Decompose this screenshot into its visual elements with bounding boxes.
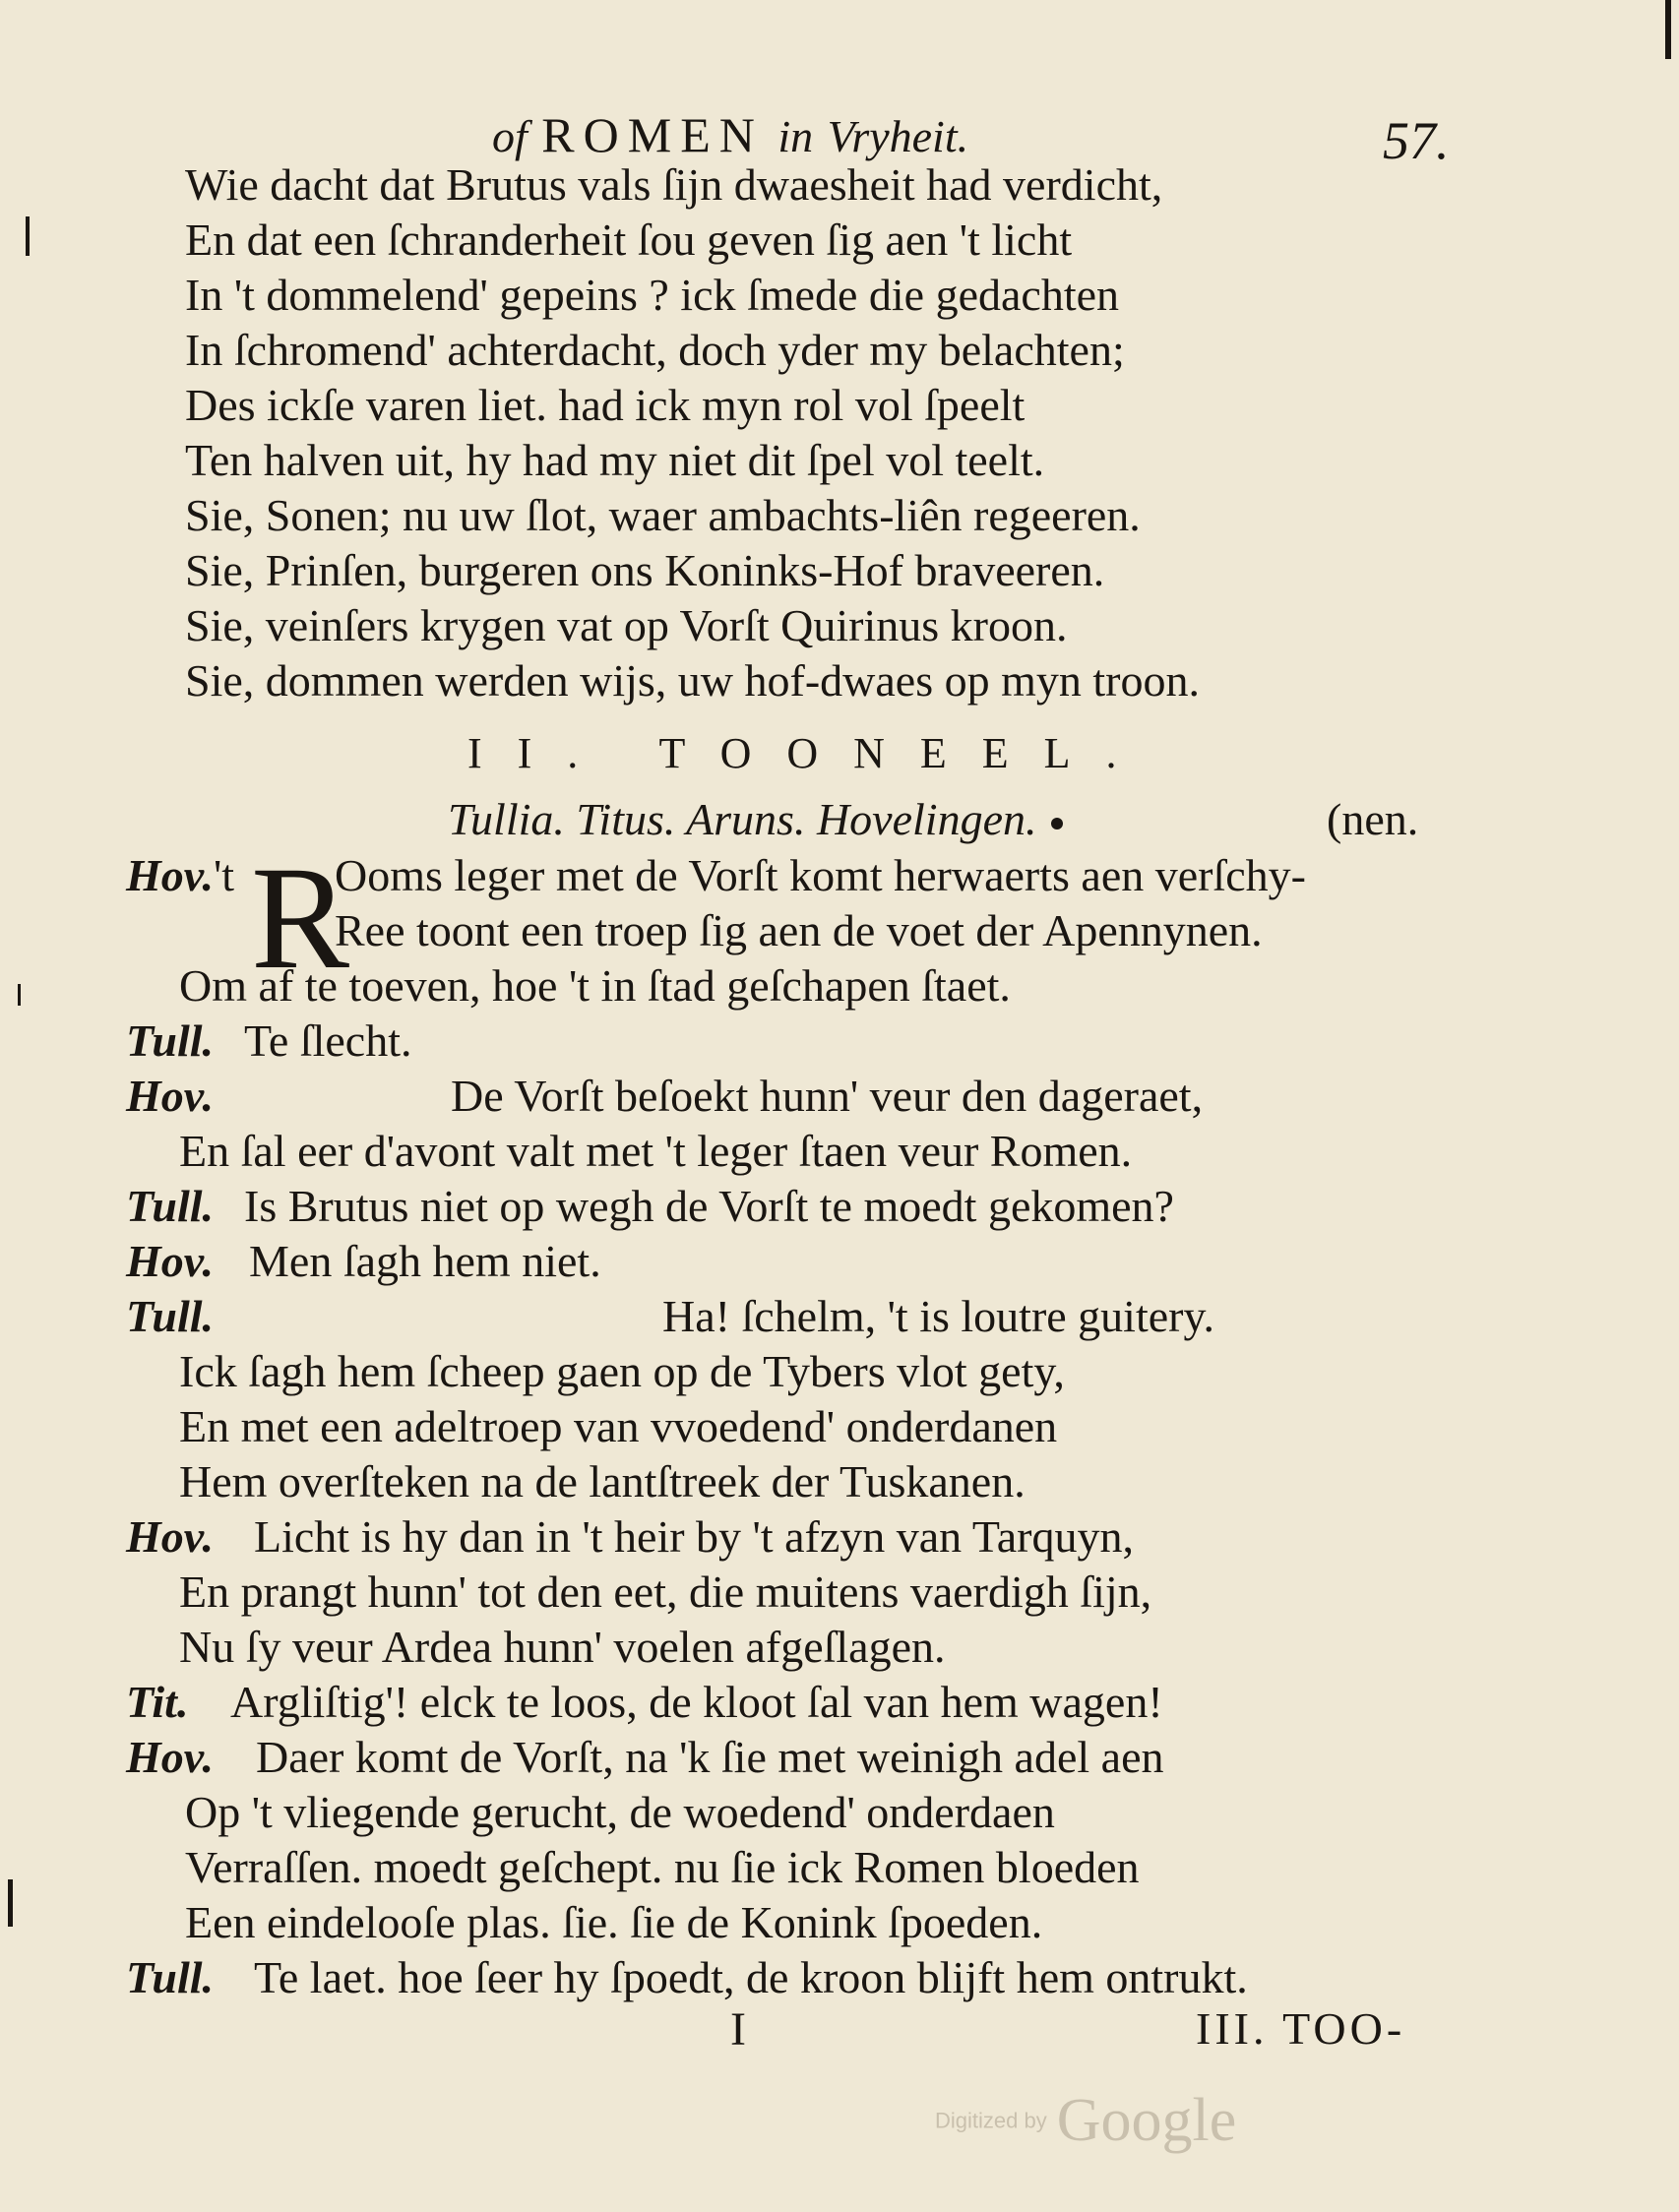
verse-line: In ſchromend' achterdacht, doch yder my belachten;: [185, 325, 1125, 375]
running-title: [492, 106, 968, 163]
catchword: III. TOO-: [1196, 2003, 1406, 2054]
title-prefix: of: [492, 111, 528, 161]
line-text: Is Brutus niet op wegh de Vorſt te moedt gekomen?: [244, 1181, 1174, 1231]
verse-line: Sie, Prinſen, burgeren ons Koninks-Hof braveeren.: [185, 545, 1105, 595]
dialogue-line: [126, 1675, 1163, 1730]
line-text: Verraſſen. moedt geſchept. nu ſie ick Romen bloeden: [185, 1842, 1140, 1892]
edge-mark: [1665, 0, 1671, 59]
dialogue-line: [126, 1014, 411, 1069]
line-text: Te ſlecht.: [244, 1015, 412, 1066]
line-text: Daer komt de Vorſt, na 'k ſie met weinigh adel aen: [256, 1732, 1164, 1782]
dialogue-line: [126, 1179, 1174, 1234]
opening-prefix: 't: [214, 850, 235, 900]
speaker-label: Hov.: [126, 1236, 214, 1286]
margin-mark: [26, 216, 30, 256]
line-text: Nu ſy veur Ardea hunn' voelen afgeſlagen.: [179, 1622, 946, 1672]
speaker-label: Tull.: [126, 1291, 215, 1341]
speaker-label: Tit.: [126, 1677, 189, 1727]
dialogue-line: [179, 1344, 1065, 1399]
verse-line: Sie, Sonen; nu uw ſlot, waer ambachts-liên regeeren.: [185, 490, 1141, 540]
title-connector: in: [777, 111, 814, 161]
line-text: Ick ſagh hem ſcheep gaen op de Tybers vlot gety,: [179, 1346, 1065, 1396]
cast-names: Tullia. Titus. Aruns. Hovelingen.: [448, 794, 1037, 844]
speaker-label: Hov.: [126, 1732, 214, 1782]
line-text: Op 't vliegende gerucht, de woedend' onderdaen: [185, 1787, 1055, 1837]
dialogue-line: [179, 1399, 1057, 1454]
page-number: 57.: [1383, 111, 1450, 170]
speech-line: Ree toont een troep ſig aen de voet der Apennynen.: [335, 905, 1263, 955]
verse-line: In 't dommelend' gepeins ? ick ſmede die gedachten: [185, 270, 1120, 320]
scene-heading: II. TOONEEL.: [467, 729, 1152, 777]
line-text: Hem overſteken na de lantſtreek der Tuskanen.: [179, 1456, 1026, 1506]
verse-line: Wie dacht dat Brutus vals ſijn dwaesheit had verdicht,: [185, 159, 1163, 210]
dialogue-line: [179, 1124, 1132, 1179]
dialogue-line: [126, 1509, 1134, 1565]
line-text: Om af te toeven, hoe 't in ſtad geſchapen ſtaet.: [179, 960, 1011, 1011]
watermark-text: Digitized by: [935, 2108, 1047, 2133]
speaker-label: Tull.: [126, 1181, 215, 1231]
line-text: En ſal eer d'avont valt met 't leger ſtaen veur Romen.: [179, 1126, 1133, 1176]
margin-mark: [18, 984, 21, 1006]
signature-mark: I: [730, 2003, 746, 2056]
dialogue-line: [185, 1895, 1042, 1950]
line-text: Een eindelooſe plas. ſie. ſie de Konink ſpoeden.: [185, 1897, 1043, 1947]
line-text: En met een adeltroep van vvoedend' onderdanen: [179, 1401, 1058, 1451]
dialogue-line: [179, 1454, 1026, 1509]
line-text: Argliſtig'! elck te loos, de kloot ſal van hem wagen!: [230, 1677, 1163, 1727]
google-logo: Google: [1056, 2087, 1237, 2154]
dialogue-line: [126, 1234, 601, 1289]
verse-line: Ten halven uit, hy had my niet dit ſpel vol teelt.: [185, 435, 1045, 485]
line-text: En prangt hunn' tot den eet, die muitens vaerdigh ſijn,: [179, 1567, 1152, 1617]
ornament-dot: [1051, 818, 1063, 830]
speaker-label: Tull.: [126, 1015, 215, 1066]
dialogue-line: [179, 1565, 1151, 1620]
verse-line: Sie, dommen werden wijs, uw hof-dwaes op myn troon.: [185, 655, 1201, 706]
line-text: Men ſagh hem niet.: [249, 1236, 601, 1286]
title-main: ROMEN: [541, 107, 764, 162]
speaker-label: Tull.: [126, 1952, 215, 2002]
line-text: Licht is hy dan in 't heir by 't afzyn van Tarquyn,: [254, 1511, 1134, 1562]
verse-line: En dat een ſchranderheit ſou geven ſig aen 't licht: [185, 215, 1073, 265]
dialogue-line: [179, 958, 1011, 1014]
verse-line: Des ickſe varen liet. had ick myn rol vol ſpeelt: [185, 380, 1026, 430]
line-text: Te laet. hoe ſeer hy ſpoedt, de kroon blijft hem ontrukt.: [254, 1952, 1248, 2002]
speaker-label: Hov.: [126, 850, 214, 900]
dialogue-line: [185, 1785, 1055, 1840]
line-text: De Vorſt beſoekt hunn' veur den dageraet,: [451, 1071, 1204, 1121]
drop-cap: R: [251, 836, 350, 1000]
cast-list: [448, 793, 1063, 845]
dialogue-line: [126, 1950, 1248, 2005]
line-text: Ha! ſchelm, 't is loutre guitery.: [662, 1291, 1214, 1341]
dialogue-line: [185, 1840, 1140, 1895]
speech-line: [126, 848, 234, 903]
title-subtitle: Vryheit.: [827, 111, 969, 161]
dialogue-line: [179, 1620, 946, 1675]
margin-mark: [8, 1879, 13, 1927]
dialogue-line: [126, 1069, 1203, 1124]
dialogue-line: [126, 1730, 1164, 1785]
dialogue-line: [126, 1289, 1214, 1344]
speaker-label: Hov.: [126, 1511, 214, 1562]
speech-line: Ooms leger met de Vorſt komt herwaerts aen verſchy-: [335, 850, 1307, 900]
cast-overflow: (nen.: [1327, 794, 1419, 844]
digitized-watermark: [935, 2086, 1236, 2156]
verse-line: Sie, veinſers krygen vat op Vorſt Quirinus kroon.: [185, 600, 1068, 650]
speaker-label: Hov.: [126, 1071, 214, 1121]
